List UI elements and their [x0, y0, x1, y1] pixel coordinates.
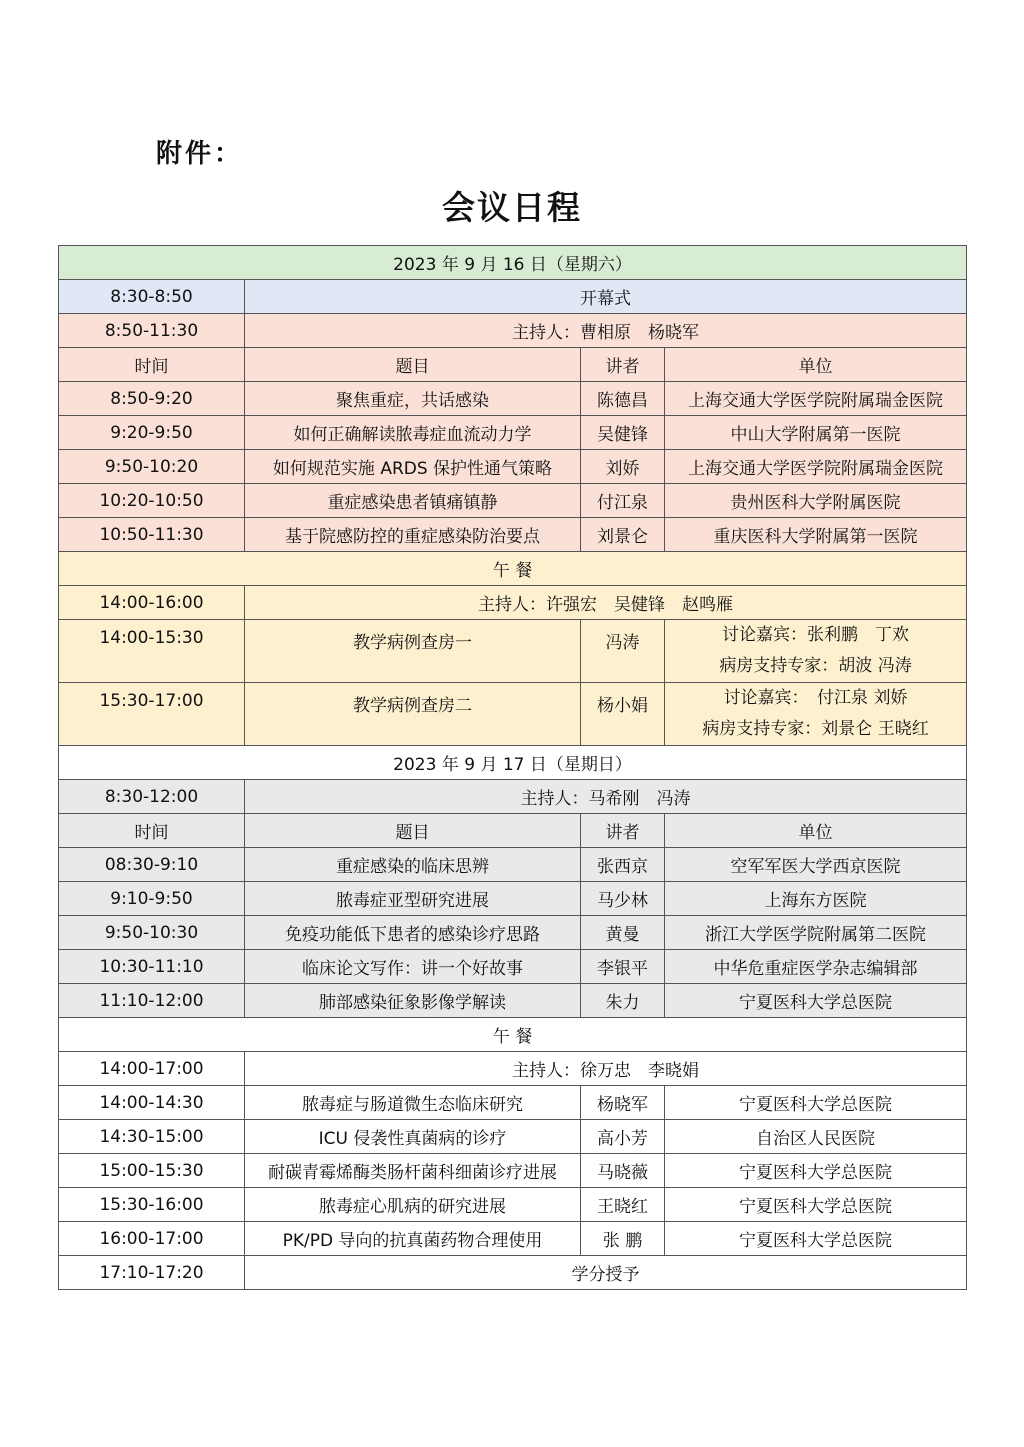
talk-time: 14:00-14:30 [59, 1086, 245, 1120]
talk-unit: 空军军医大学西京医院 [665, 848, 967, 882]
talk-time: 9:10-9:50 [59, 882, 245, 916]
session-time: 14:00-17:00 [59, 1052, 245, 1086]
talk-time: 11:10-12:00 [59, 984, 245, 1018]
talk-topic: ICU 侵袭性真菌病的诊疗 [245, 1120, 581, 1154]
header-unit: 单位 [665, 348, 967, 382]
talk-unit: 宁夏医科大学总医院 [665, 1086, 967, 1120]
talk-unit: 宁夏医科大学总医院 [665, 1188, 967, 1222]
table-row [59, 882, 967, 916]
talk-time: 8:50-9:20 [59, 382, 245, 416]
day2-afternoon-session-row [59, 1052, 967, 1086]
talk-unit: 贵州医科大学附属医院 [665, 484, 967, 518]
talk-time: 16:00-17:00 [59, 1222, 245, 1256]
talk-time: 9:20-9:50 [59, 416, 245, 450]
session-host: 主持人：马希刚 冯涛 [245, 780, 967, 814]
table-row [59, 518, 967, 552]
round-guests-line1: 讨论嘉宾：张利鹏 丁欢 [722, 625, 910, 645]
table-row [59, 848, 967, 882]
session-time: 14:00-16:00 [59, 586, 245, 620]
talk-speaker: 马少林 [581, 882, 665, 916]
talk-topic: 肺部感染征象影像学解读 [245, 984, 581, 1018]
page-title: 会议日程 [442, 188, 582, 227]
talk-speaker: 付江泉 [581, 484, 665, 518]
session-time: 8:50-11:30 [59, 314, 245, 348]
day2-morning-session-row [59, 780, 967, 814]
talk-speaker: 王晓红 [581, 1188, 665, 1222]
talk-topic: 临床论文写作：讲一个好故事 [245, 950, 581, 984]
day2-date: 2023 年 9 月 17 日（星期日） [59, 746, 967, 780]
table-row [59, 1154, 967, 1188]
lunch-label: 午 餐 [59, 552, 967, 586]
table-row [59, 1222, 967, 1256]
day1-date: 2023 年 9 月 16 日（星期六） [59, 246, 967, 280]
table-row [59, 950, 967, 984]
day2-lunch-row [59, 1018, 967, 1052]
day1-morning-session-row [59, 314, 967, 348]
header-speaker: 讲者 [581, 814, 665, 848]
talk-time: 15:00-15:30 [59, 1154, 245, 1188]
session-time: 8:30-12:00 [59, 780, 245, 814]
talk-speaker: 杨晓军 [581, 1086, 665, 1120]
session-host: 主持人：曹相原 杨晓军 [245, 314, 967, 348]
opening-label: 开幕式 [245, 280, 967, 314]
talk-unit: 上海交通大学医学院附属瑞金医院 [665, 450, 967, 484]
talk-topic: 如何规范实施 ARDS 保护性通气策略 [245, 450, 581, 484]
closing-time: 17:10-17:20 [59, 1256, 245, 1290]
talk-topic: 耐碳青霉烯酶类肠杆菌科细菌诊疗进展 [245, 1154, 581, 1188]
table-row [59, 1120, 967, 1154]
talk-topic: PK/PD 导向的抗真菌药物合理使用 [245, 1222, 581, 1256]
talk-topic: 重症感染患者镇痛镇静 [245, 484, 581, 518]
table-row [59, 984, 967, 1018]
talk-speaker: 朱力 [581, 984, 665, 1018]
day2-header-row [59, 814, 967, 848]
talk-time: 9:50-10:30 [59, 916, 245, 950]
round-speaker: 杨小娟 [581, 683, 665, 746]
talk-speaker: 张 鹏 [581, 1222, 665, 1256]
session-host: 主持人：徐万忠 李晓娟 [245, 1052, 967, 1086]
talk-unit: 重庆医科大学附属第一医院 [665, 518, 967, 552]
header-time: 时间 [59, 814, 245, 848]
talk-time: 08:30-9:10 [59, 848, 245, 882]
day2-date-row [59, 746, 967, 780]
table-row [59, 916, 967, 950]
talk-topic: 重症感染的临床思辨 [245, 848, 581, 882]
talk-speaker: 李银平 [581, 950, 665, 984]
round-guests-line1: 讨论嘉宾： 付江泉 刘娇 [723, 688, 908, 708]
talk-speaker: 刘娇 [581, 450, 665, 484]
talk-unit: 中华危重症医学杂志编辑部 [665, 950, 967, 984]
talk-unit: 宁夏医科大学总医院 [665, 1154, 967, 1188]
talk-speaker: 张西京 [581, 848, 665, 882]
table-row [59, 1086, 967, 1120]
talk-unit: 上海东方医院 [665, 882, 967, 916]
round-time: 15:30-17:00 [59, 683, 245, 746]
attachment-label: 附件： [156, 139, 244, 169]
talk-speaker: 陈德昌 [581, 382, 665, 416]
round-time: 14:00-15:30 [59, 620, 245, 683]
round-guests [665, 683, 967, 746]
round-topic: 教学病例查房二 [245, 683, 581, 746]
table-row [59, 416, 967, 450]
day1-afternoon-session-row [59, 586, 967, 620]
table-row [59, 1188, 967, 1222]
talk-unit: 上海交通大学医学院附属瑞金医院 [665, 382, 967, 416]
talk-topic: 免疫功能低下患者的感染诊疗思路 [245, 916, 581, 950]
talk-unit: 自治区人民医院 [665, 1120, 967, 1154]
talk-topic: 如何正确解读脓毒症血流动力学 [245, 416, 581, 450]
talk-time: 10:30-11:10 [59, 950, 245, 984]
talk-speaker: 高小芳 [581, 1120, 665, 1154]
talk-speaker: 马晓薇 [581, 1154, 665, 1188]
round-topic: 教学病例查房一 [245, 620, 581, 683]
talk-time: 10:50-11:30 [59, 518, 245, 552]
day1-lunch-row [59, 552, 967, 586]
schedule-table [58, 245, 967, 1290]
round-guests-line2: 病房支持专家：胡波 冯涛 [719, 656, 912, 676]
round-guests-line2: 病房支持专家：刘景仑 王晓红 [702, 719, 929, 739]
table-row [59, 382, 967, 416]
header-time: 时间 [59, 348, 245, 382]
talk-unit: 宁夏医科大学总医院 [665, 984, 967, 1018]
talk-topic: 脓毒症与肠道微生态临床研究 [245, 1086, 581, 1120]
header-unit: 单位 [665, 814, 967, 848]
header-speaker: 讲者 [581, 348, 665, 382]
talk-speaker: 吴健锋 [581, 416, 665, 450]
round-guests [665, 620, 967, 683]
table-row [59, 484, 967, 518]
round-speaker: 冯涛 [581, 620, 665, 683]
talk-topic: 聚焦重症，共话感染 [245, 382, 581, 416]
header-topic: 题目 [245, 348, 581, 382]
talk-topic: 基于院感防控的重症感染防治要点 [245, 518, 581, 552]
table-row [59, 620, 967, 683]
talk-unit: 中山大学附属第一医院 [665, 416, 967, 450]
header-topic: 题目 [245, 814, 581, 848]
day1-date-row [59, 246, 967, 280]
talk-time: 15:30-16:00 [59, 1188, 245, 1222]
closing-row [59, 1256, 967, 1290]
opening-row [59, 280, 967, 314]
talk-speaker: 黄曼 [581, 916, 665, 950]
talk-time: 14:30-15:00 [59, 1120, 245, 1154]
session-host: 主持人：许强宏 吴健锋 赵鸣雁 [245, 586, 967, 620]
lunch-label: 午 餐 [59, 1018, 967, 1052]
opening-time: 8:30-8:50 [59, 280, 245, 314]
closing-label: 学分授予 [245, 1256, 967, 1290]
table-row [59, 450, 967, 484]
talk-topic: 脓毒症亚型研究进展 [245, 882, 581, 916]
talk-topic: 脓毒症心肌病的研究进展 [245, 1188, 581, 1222]
talk-speaker: 刘景仑 [581, 518, 665, 552]
day1-header-row [59, 348, 967, 382]
talk-time: 10:20-10:50 [59, 484, 245, 518]
talk-unit: 宁夏医科大学总医院 [665, 1222, 967, 1256]
table-row [59, 683, 967, 746]
talk-unit: 浙江大学医学院附属第二医院 [665, 916, 967, 950]
talk-time: 9:50-10:20 [59, 450, 245, 484]
